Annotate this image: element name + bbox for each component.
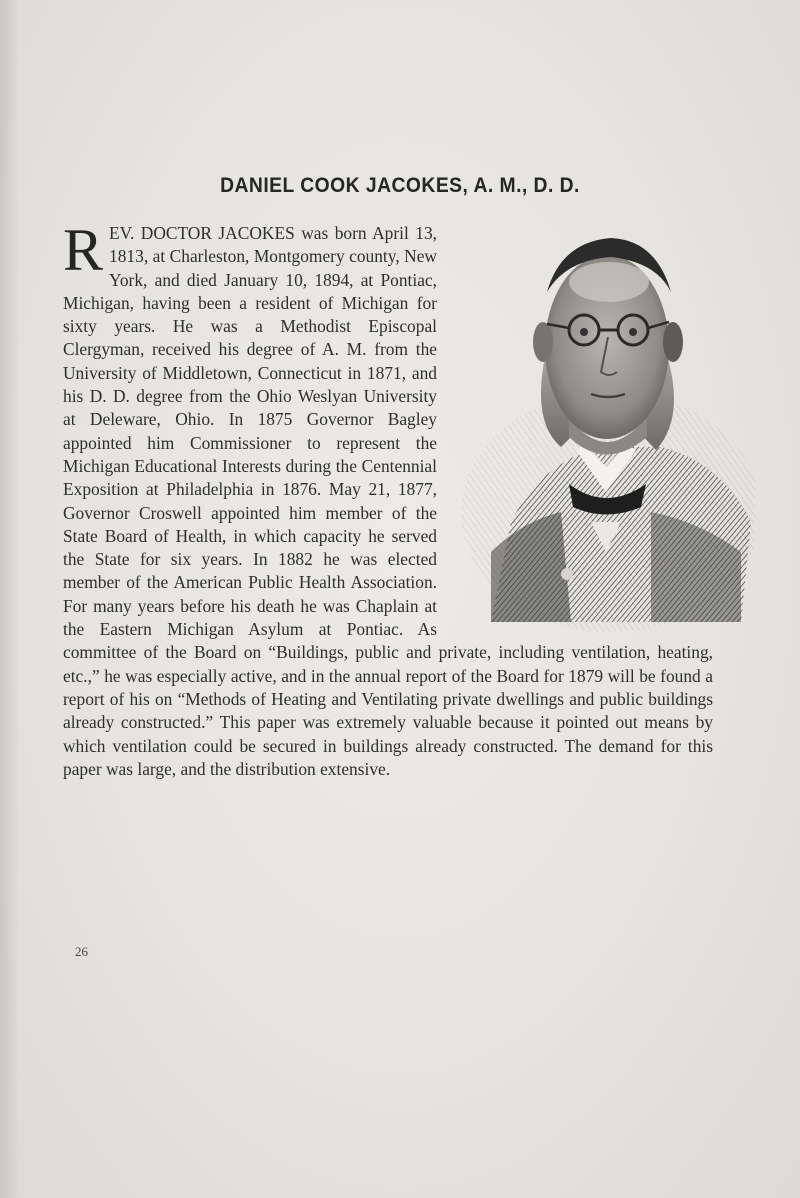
portrait-image [451, 222, 755, 640]
page-title: DANIEL COOK JACOKES, A. M., D. D. [220, 174, 580, 197]
page-edge-shadow [0, 0, 20, 1198]
page-number: 26 [75, 944, 88, 959]
biography-text [63, 217, 713, 781]
biography-paragraph: EV. DOCTOR JACOKES was born April 13, 1813, at Charleston, Montgomery county, New York, and died January 10, 1894, at Pontiac, Michigan, having been a resident of Michigan for sixty years. He was a Methodist Episcopal Clergyman, received his degree of A. M. from the University of Middletown, Connecticut in 1871, and his D. D. degree from the Ohio Weslyan University at Deleware, Ohio. In 1875 Governor Bagley appointed him Commissioner to represent the Michigan Educational Interests during the Centennial Exposition at Philadelphia in 1876. May 21, 1877, Governor Croswell appointed him member of the State Board of Health, in which capacity he served the State for six years. In 1882 he was elected member of the American Public Health Association. For many years before his death he was Chaplain at the Eastern Michigan Asylum at Pontiac. As committee of the Board on “Buildings, public and private, including ventilation, heating, etc.,” he was especially active, and in the annual report of the Board for 1879 will be found a report of his on “Methods of Heating and Ventilating private dwellings and public buildings already constructed.” This paper was extremely valuable because it pointed out means by which ventilation could be secured in buildings already constructed. The demand for this paper was large, and the distribution extensive. [63, 223, 713, 779]
drop-cap: R [63, 217, 104, 283]
